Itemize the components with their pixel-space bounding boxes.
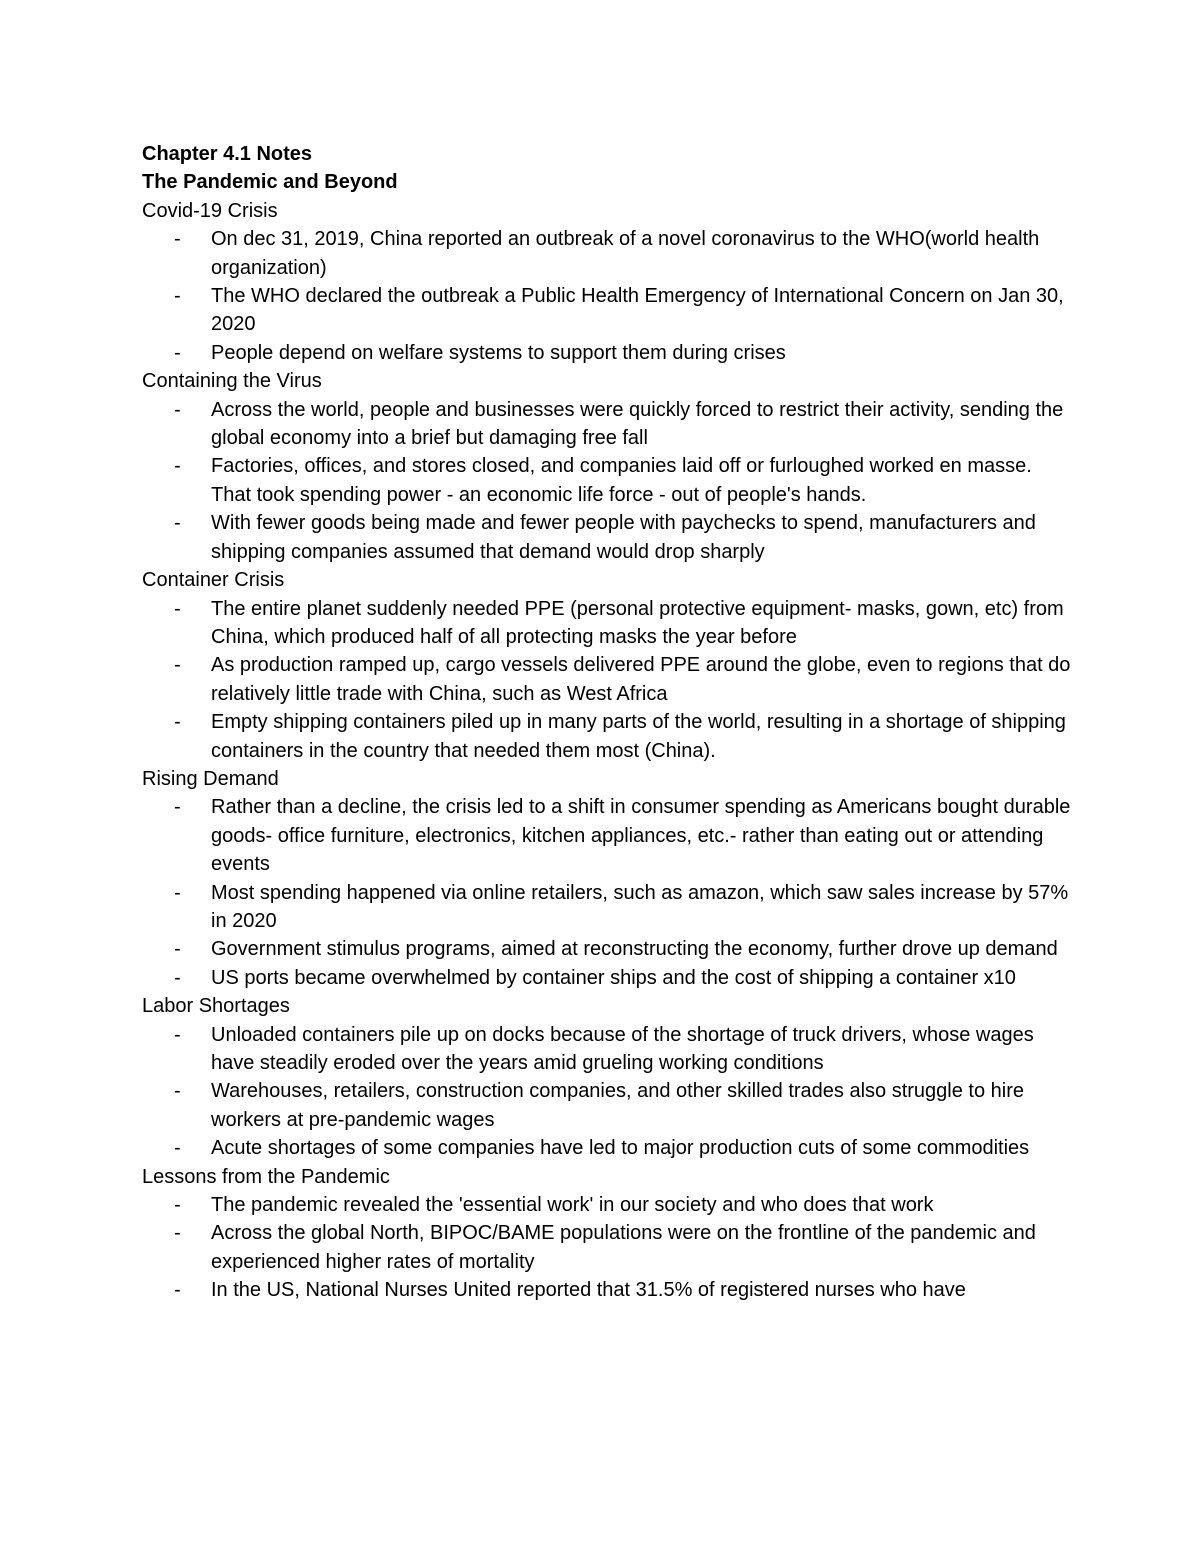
bullet-text: Most spending happened via online retailers, such as amazon, which saw sales increase by 57% in 2020 xyxy=(211,881,1069,932)
bullet-item xyxy=(142,1219,1072,1276)
section-heading: Container Crisis xyxy=(142,569,285,592)
bullet-item xyxy=(142,1021,1072,1078)
bullet-item xyxy=(142,396,1072,453)
section-heading: Rising Demand xyxy=(142,767,279,790)
dash-bullet-icon: - xyxy=(174,1222,181,1245)
section-heading: Covid-19 Crisis xyxy=(142,199,278,222)
bullet-item xyxy=(142,509,1072,566)
dash-bullet-icon: - xyxy=(174,1137,181,1160)
section-heading: Containing the Virus xyxy=(142,370,322,393)
bullet-item xyxy=(142,282,1072,339)
bullet-item xyxy=(142,339,1072,367)
bullet-item xyxy=(142,879,1072,936)
bullet-text: Rather than a decline, the crisis led to a shift in consumer spending as Americans bought durable goods- office furniture, electronics, kitchen appliances, etc.- rather than eating out or attending events xyxy=(211,796,1071,876)
dash-bullet-icon: - xyxy=(174,285,181,308)
bullet-item xyxy=(142,964,1072,992)
bullet-item xyxy=(142,225,1072,282)
dash-bullet-icon: - xyxy=(174,455,181,478)
section-heading: Lessons from the Pandemic xyxy=(142,1165,390,1188)
section-heading: Labor Shortages xyxy=(142,995,290,1018)
bullet-item xyxy=(142,708,1072,765)
dash-bullet-icon: - xyxy=(174,711,181,734)
bullet-item xyxy=(142,1276,1072,1304)
bullet-text: As production ramped up, cargo vessels delivered PPE around the globe, even to regions that do relatively little trade with China, such as West Africa xyxy=(211,654,1071,705)
bullet-text: Acute shortages of some companies have led to major production cuts of some commodities xyxy=(211,1137,1030,1160)
document-subtitle: The Pandemic and Beyond xyxy=(142,171,398,194)
dash-bullet-icon: - xyxy=(174,796,181,819)
bullet-item xyxy=(142,1134,1072,1162)
dash-bullet-icon: - xyxy=(174,1194,181,1217)
bullet-list xyxy=(142,396,1072,566)
bullet-item xyxy=(142,452,1072,509)
bullet-text: With fewer goods being made and fewer people with paychecks to spend, manufacturers and shipping companies assumed that demand would drop sharply xyxy=(211,512,1036,563)
bullet-text: The pandemic revealed the 'essential work' in our society and who does that work xyxy=(211,1194,934,1217)
bullet-item xyxy=(142,651,1072,708)
dash-bullet-icon: - xyxy=(174,1080,181,1103)
bullet-list xyxy=(142,595,1072,765)
document-sections xyxy=(142,197,1072,1305)
bullet-text: The WHO declared the outbreak a Public Health Emergency of International Concern on Jan 30, 2020 xyxy=(211,285,1064,336)
bullet-item xyxy=(142,595,1072,652)
dash-bullet-icon: - xyxy=(174,398,181,421)
bullet-item xyxy=(142,935,1072,963)
bullet-text: Unloaded containers pile up on docks because of the shortage of truck drivers, whose wages have steadily eroded over the years amid grueling working conditions xyxy=(211,1023,1034,1074)
bullet-text: US ports became overwhelmed by container ships and the cost of shipping a container x10 xyxy=(211,966,1016,989)
bullet-text: In the US, National Nurses United reported that 31.5% of registered nurses who have xyxy=(211,1279,966,1302)
dash-bullet-icon: - xyxy=(174,597,181,620)
dash-bullet-icon: - xyxy=(174,341,181,364)
dash-bullet-icon: - xyxy=(174,228,181,251)
document-title: Chapter 4.1 Notes xyxy=(142,143,313,165)
dash-bullet-icon: - xyxy=(174,654,181,677)
bullet-text: Empty shipping containers piled up in many parts of the world, resulting in a shortage of shipping containers in the country that needed them most (China). xyxy=(211,711,1066,762)
bullet-text: Factories, offices, and stores closed, and companies laid off or furloughed worked en masse. That took spending power - an economic life force - out of people's hands. xyxy=(211,455,1032,506)
dash-bullet-icon: - xyxy=(174,1023,181,1046)
bullet-text: Government stimulus programs, aimed at reconstructing the economy, further drove up demand xyxy=(211,938,1058,961)
bullet-text: On dec 31, 2019, China reported an outbreak of a novel coronavirus to the WHO(world health organization) xyxy=(211,228,1040,279)
bullet-list xyxy=(142,225,1072,367)
bullet-text: The entire planet suddenly needed PPE (personal protective equipment- masks, gown, etc) from China, which produced half of all protecting masks the year before xyxy=(211,597,1064,648)
dash-bullet-icon: - xyxy=(174,1279,181,1302)
dash-bullet-icon: - xyxy=(174,512,181,535)
bullet-text: People depend on welfare systems to support them during crises xyxy=(211,341,786,364)
dash-bullet-icon: - xyxy=(174,938,181,961)
bullet-text: Across the global North, BIPOC/BAME populations were on the frontline of the pandemic and experienced higher rates of mortality xyxy=(211,1222,1036,1273)
bullet-item xyxy=(142,1077,1072,1134)
bullet-list xyxy=(142,1191,1072,1305)
bullet-text: Warehouses, retailers, construction companies, and other skilled trades also struggle to hire workers at pre-pandemic wages xyxy=(211,1080,1024,1131)
bullet-list xyxy=(142,1021,1072,1163)
bullet-text: Across the world, people and businesses were quickly forced to restrict their activity, sending the global economy into a brief but damaging free fall xyxy=(211,398,1064,450)
document-page xyxy=(142,140,1072,1305)
dash-bullet-icon: - xyxy=(174,881,181,904)
bullet-item xyxy=(142,1191,1072,1219)
bullet-item xyxy=(142,793,1072,878)
bullet-list xyxy=(142,793,1072,992)
dash-bullet-icon: - xyxy=(174,966,181,989)
